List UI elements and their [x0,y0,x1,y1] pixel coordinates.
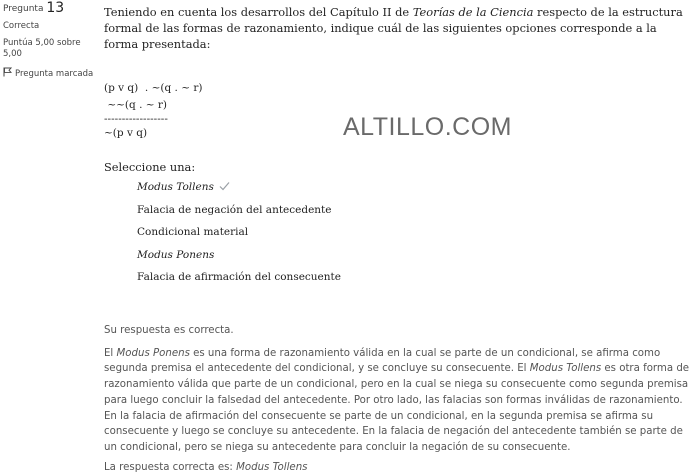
option-modus-tollens[interactable] [137,178,694,201]
flag-question-toggle[interactable] [3,67,95,80]
option-condicional-material[interactable] [137,223,694,246]
question-number: 13 [46,0,65,16]
watermark: ALTILLO.COM [343,113,512,141]
explanation-text: El [104,347,117,359]
formula-premise-1: (p v q) . ~(q . ~ r) [104,82,203,94]
flag-icon [3,67,12,77]
feedback-explanation [104,346,694,457]
prompt-text-before: Teniendo en cuenta los desarrollos del Capítulo II de [104,5,413,19]
correct-answer-prefix: La respuesta correcta es: [104,462,237,473]
correct-answer [104,462,694,473]
option-falacia-afirmacion-consecuente[interactable] [137,268,694,291]
explanation-text: es una forma de razonamiento válida en la cual se parte de un condicional, se afirma como segunda premisa el antecedente del condicional, y se concluye su consecuente. El [104,347,661,375]
option-modus-ponens[interactable] [137,246,694,269]
option-label: Modus Tollens [137,181,214,193]
question-prompt [104,4,694,52]
option-falacia-negacion-antecedente[interactable] [137,201,694,224]
check-icon [219,181,230,191]
feedback-result: Su respuesta es correcta. [104,324,234,336]
answer-options [137,178,694,291]
formula-separator: ------------------ [104,113,168,125]
explanation-term-ponens: Modus Ponens [116,347,190,359]
question-grade: Puntúa 5,00 sobre 5,00 [3,38,81,59]
flag-label: Pregunta marcada [15,69,94,79]
correct-answer-value: Modus Tollens [236,462,308,473]
option-label: Condicional material [137,226,249,238]
option-label: Falacia de negación del antecedente [137,203,332,216]
formula-premise-2: ~~(q . ~ r) [104,99,168,111]
explanation-text: es otra forma de razonamiento válida que parte de un condicional, pero en la cual se niega su consecuente como segunda premisa para luego concluir la falsedad del antecedente. Por otro lado, las falacias son formas inválidas de razonamiento. En la falacia de afirmación del consecuente se parte de un condicional, en la segunda premisa se afirma su consecuente y luego se concluye su antecedente. En la falacia de negación del antecedente también se parte de un condicional, pero se niega su antecedente para concluir la negación de su consecuente. [104,363,690,454]
book-title: Teorías de la Ciencia [412,5,534,19]
explanation-term-tollens: Modus Tollens [529,363,602,375]
option-label: Falacia de afirmación del consecuente [137,271,341,283]
select-one-label: Seleccione una: [104,160,196,174]
feedback-panel [104,325,694,473]
option-label: Modus Ponens [137,248,215,261]
question-number-line [3,0,95,16]
question-info [3,0,95,80]
question-content [104,4,694,473]
question-state: Correcta [3,21,40,31]
question-label: Pregunta [3,4,44,14]
formula-conclusion: ~(p v q) [104,127,148,139]
prompt-text-after: respecto de la estructura formal de las formas de razonamiento, indique cuál de las siguientes opciones corresponde a la forma presentada: [104,5,683,51]
